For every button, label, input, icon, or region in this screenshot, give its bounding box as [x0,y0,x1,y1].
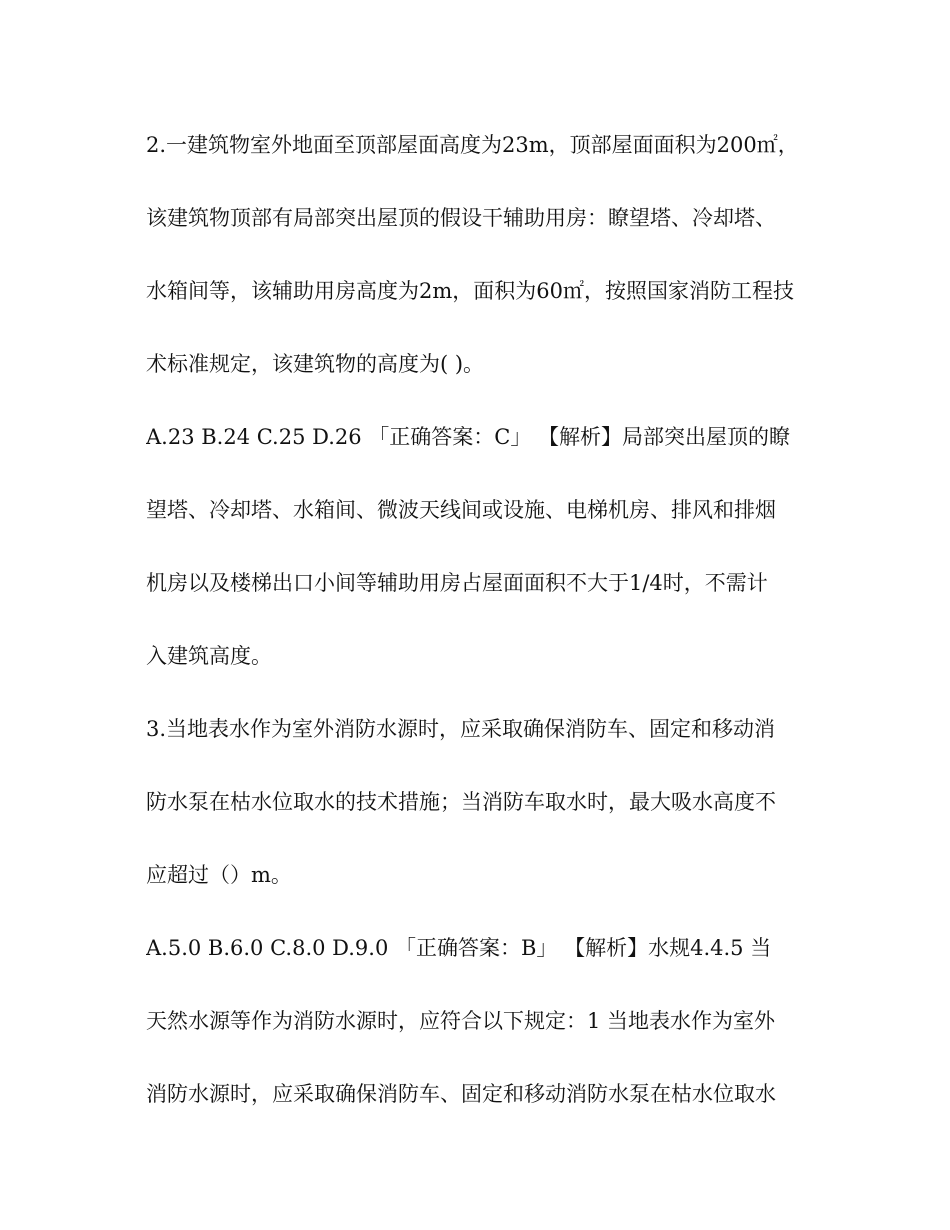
text-line-q3-1: 3.当地表水作为室外消防水源时，应采取确保消防车、固定和移动消 [146,717,776,741]
text-line-q3-answer-1: A.5.0 B.6.0 C.8.0 D.9.0 「正确答案：B」 【解析】水规4.4.5 当 [146,936,772,960]
text-line-q3-2: 防水泵在枯水位取水的技术措施；当消防车取水时，最大吸水高度不 [146,790,776,814]
text-line-q2-1: 2.一建筑物室外地面至顶部屋面高度为23m，顶部屋面面积为200㎡， [146,133,799,157]
text-line-q3-answer-2: 天然水源等作为消防水源时，应符合以下规定：1 当地表水作为室外 [146,1009,776,1033]
text-line-q2-3: 水箱间等，该辅助用房高度为2m，面积为60㎡，按照国家消防工程技 [146,279,794,303]
text-line-q2-answer-1: A.23 B.24 C.25 D.26 「正确答案：C」 【解析】局部突出屋顶的瞭 [146,425,791,449]
text-line-q2-answer-2: 望塔、冷却塔、水箱间、微波天线间或设施、电梯机房、排风和排烟 [146,498,776,522]
text-line-q2-answer-4: 入建筑高度。 [146,644,272,668]
text-line-q2-answer-3: 机房以及楼梯出口小间等辅助用房占屋面面积不大于1/4时，不需计 [146,571,768,595]
text-line-q2-4: 术标准规定，该建筑物的高度为( )。 [146,352,485,376]
text-line-q2-2: 该建筑物顶部有局部突出屋顶的假设干辅助用房：瞭望塔、冷却塔、 [146,206,776,230]
text-line-q3-answer-3: 消防水源时，应采取确保消防车、固定和移动消防水泵在枯水位取水 [146,1082,776,1106]
text-line-q3-3: 应超过（）m。 [146,863,292,887]
